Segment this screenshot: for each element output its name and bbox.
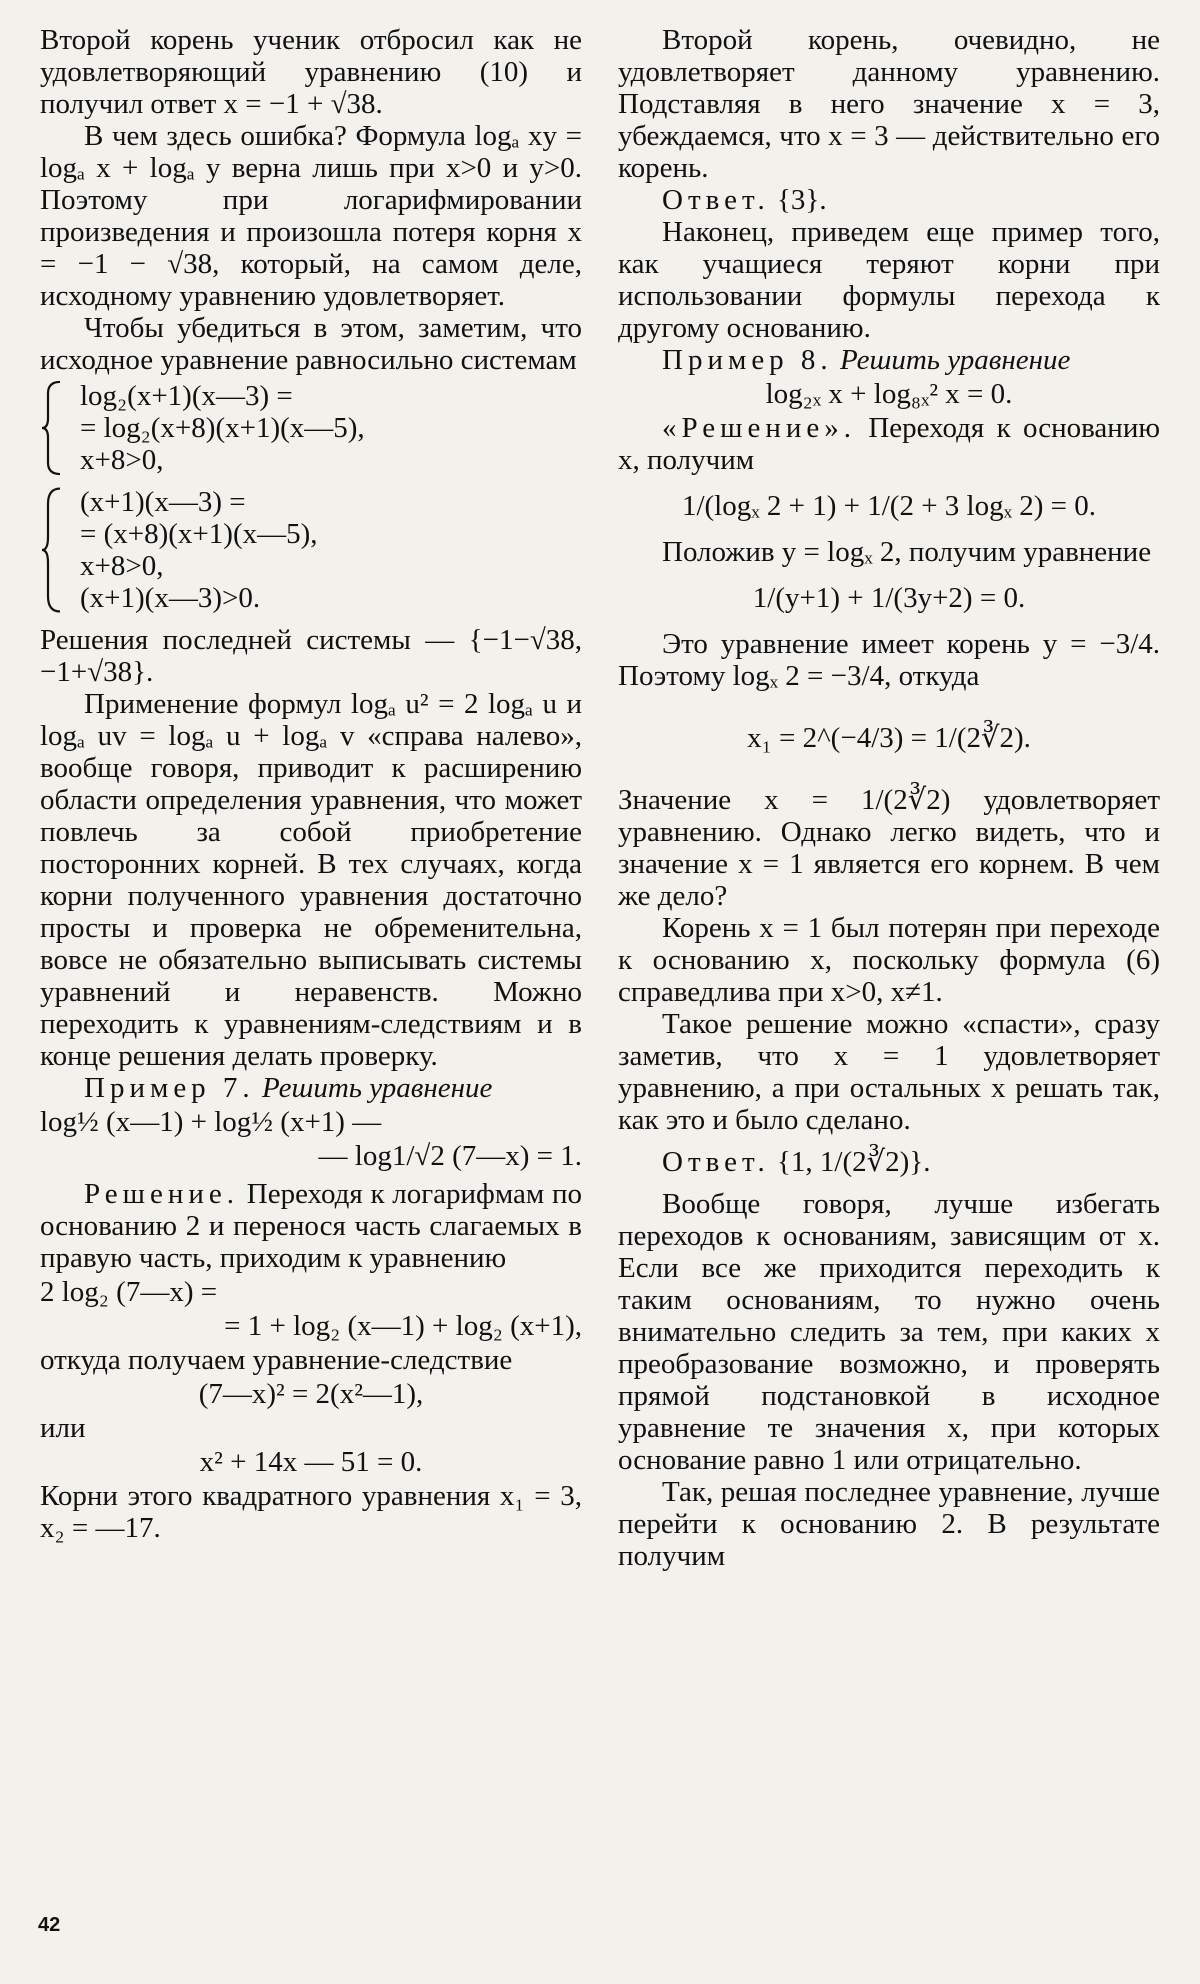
paragraph: В чем здесь ошибка? Формула logₐ xy = logₐ x + logₐ y верна лишь при x>0 и y>0. Поэтому при логарифмировании произведения и произошла потеря корня x = −1 − √38, который, на самом деле, исходному уравнению удовлетворяет. xyxy=(40,120,582,312)
example-task: Решить уравнение xyxy=(261,1072,493,1104)
paragraph: Применение формул logₐ u² = 2 logₐ u и logₐ uv = logₐ u + logₐ v «справа налево», вообще говоря, приводит к расширению области определения уравнения, что может повлечь за собой приобретение посторонних корней. В тех случаях, когда корни полученного уравнения достаточно просты и проверка не обременительна, вовсе не обязательно выписывать системы уравнений и неравенств. Можно переходить к уравнениям-следствиям и в конце решения делать проверку. xyxy=(40,688,582,1072)
answer-line xyxy=(618,184,1160,216)
solution-text: Переходя к логарифмам по основанию 2 и перенося часть слагаемых в правую часть, приходим к уравнению xyxy=(40,1178,583,1274)
equation-system-2 xyxy=(40,486,582,614)
solution-label: Решение. xyxy=(84,1178,239,1210)
equation: x² + 14x — 51 = 0. xyxy=(199,1446,423,1478)
answer-label: Ответ. xyxy=(662,1146,770,1178)
system-line: = (x+8)(x+1)(x—5), xyxy=(80,518,318,550)
system-line: x+8>0, xyxy=(80,550,164,582)
system-line: x+8>0, xyxy=(80,444,164,476)
answer-line xyxy=(618,1146,1160,1178)
equation: = 1 + log₂ (x—1) + log₂ (x+1), xyxy=(224,1310,582,1342)
system-line: (x+1)(x—3) = xyxy=(80,486,246,518)
paragraph: Корни этого квадратного уравнения x₁ = 3, x₂ = —17. xyxy=(40,1480,582,1544)
solution-paragraph xyxy=(40,1178,582,1274)
paragraph: или xyxy=(40,1412,86,1444)
paragraph: Чтобы убедиться в этом, заметим, что исходное уравнение равносильно системам xyxy=(40,312,582,376)
page-number: 42 xyxy=(38,1914,61,1936)
equation: x₁ = 2^(−4/3) = 1/(2∛2). xyxy=(747,722,1031,754)
example-task: Решить уравнение xyxy=(839,344,1071,376)
paragraph: Корень x = 1 был потерян при переходе к основанию x, поскольку формула (6) справедлива при x>0, x≠1. xyxy=(618,912,1160,1008)
system-line: (x+1)(x—3)>0. xyxy=(80,582,261,614)
equation: — log1/√2 (7—x) = 1. xyxy=(318,1140,582,1172)
equation: 1/(logₓ 2 + 1) + 1/(2 + 3 logₓ 2) = 0. xyxy=(681,490,1097,522)
right-column xyxy=(618,24,1160,1572)
solution-paragraph xyxy=(618,412,1160,476)
answer-value: {3}. xyxy=(777,184,827,216)
equation: 1/(y+1) + 1/(3y+2) = 0. xyxy=(752,582,1026,614)
paragraph: Второй корень, очевидно, не удовлетворяет данному уравнению. Подставляя в него значение x = 3, убеждаемся, что x = 3 — действительно его корень. xyxy=(618,24,1160,184)
equation: (7—x)² = 2(x²—1), xyxy=(198,1378,424,1410)
paragraph: Такое решение можно «спасти», сразу заметив, что x = 1 удовлетворяет уравнению, а при остальных x решать так, как это и было сделано. xyxy=(618,1008,1160,1136)
system-line: log₂(x+1)(x—3) = xyxy=(80,380,293,412)
example-label: Пример 7. xyxy=(84,1072,255,1104)
paragraph: откуда получаем уравнение-следствие xyxy=(40,1344,513,1376)
paragraph: Это уравнение имеет корень y = −3/4. Поэтому logₓ 2 = −3/4, откуда xyxy=(618,628,1160,692)
answer-value: {1, 1/(2∛2)}. xyxy=(777,1146,931,1178)
equation: log½ (x—1) + log½ (x+1) — xyxy=(40,1106,382,1138)
paragraph: Решения последней системы — {−1−√38, −1+√38}. xyxy=(40,624,582,688)
equation-system-1 xyxy=(40,380,582,476)
paragraph: Вообще говоря, лучше избегать переходов к основаниям, зависящим от x. Если все же приходится переходить к таким основаниям, то нужно очень внимательно следить за тем, при каких x преобразование возможно, и проверять прямой подстановкой в исходное уравнение те значения x, при которых основание равно 1 или отрицательно. xyxy=(618,1188,1160,1476)
solution-label: «Решение». xyxy=(662,412,856,444)
equation: log₂ₓ x + log₈ₓ² x = 0. xyxy=(765,378,1013,410)
example-8-heading xyxy=(618,344,1160,376)
system-line: = log₂(x+8)(x+1)(x—5), xyxy=(80,412,365,444)
example-7-heading xyxy=(40,1072,582,1104)
equation: 2 log₂ (7—x) = xyxy=(40,1276,218,1308)
paragraph: Второй корень ученик отбросил как не удовлетворяющий уравнению (10) и получил ответ x = −1 + √38. xyxy=(40,24,582,120)
brace-icon xyxy=(40,486,62,614)
example-label: Пример 8. xyxy=(662,344,833,376)
paragraph: Положив y = logₓ 2, получим уравнение xyxy=(662,536,1152,568)
brace-icon xyxy=(40,380,62,476)
answer-label: Ответ. xyxy=(662,184,770,216)
left-column xyxy=(40,24,582,1544)
paragraph: Так, решая последнее уравнение, лучше перейти к основанию 2. В результате получим xyxy=(618,1476,1160,1572)
paragraph: Значение x = 1/(2∛2) удовлетворяет уравнению. Однако легко видеть, что и значение x = 1 является его корнем. В чем же дело? xyxy=(618,784,1160,912)
paragraph: Наконец, приведем еще пример того, как учащиеся теряют корни при использовании формулы перехода к другому основанию. xyxy=(618,216,1160,344)
solution-text: Переходя к основанию x, получим xyxy=(618,412,1161,476)
